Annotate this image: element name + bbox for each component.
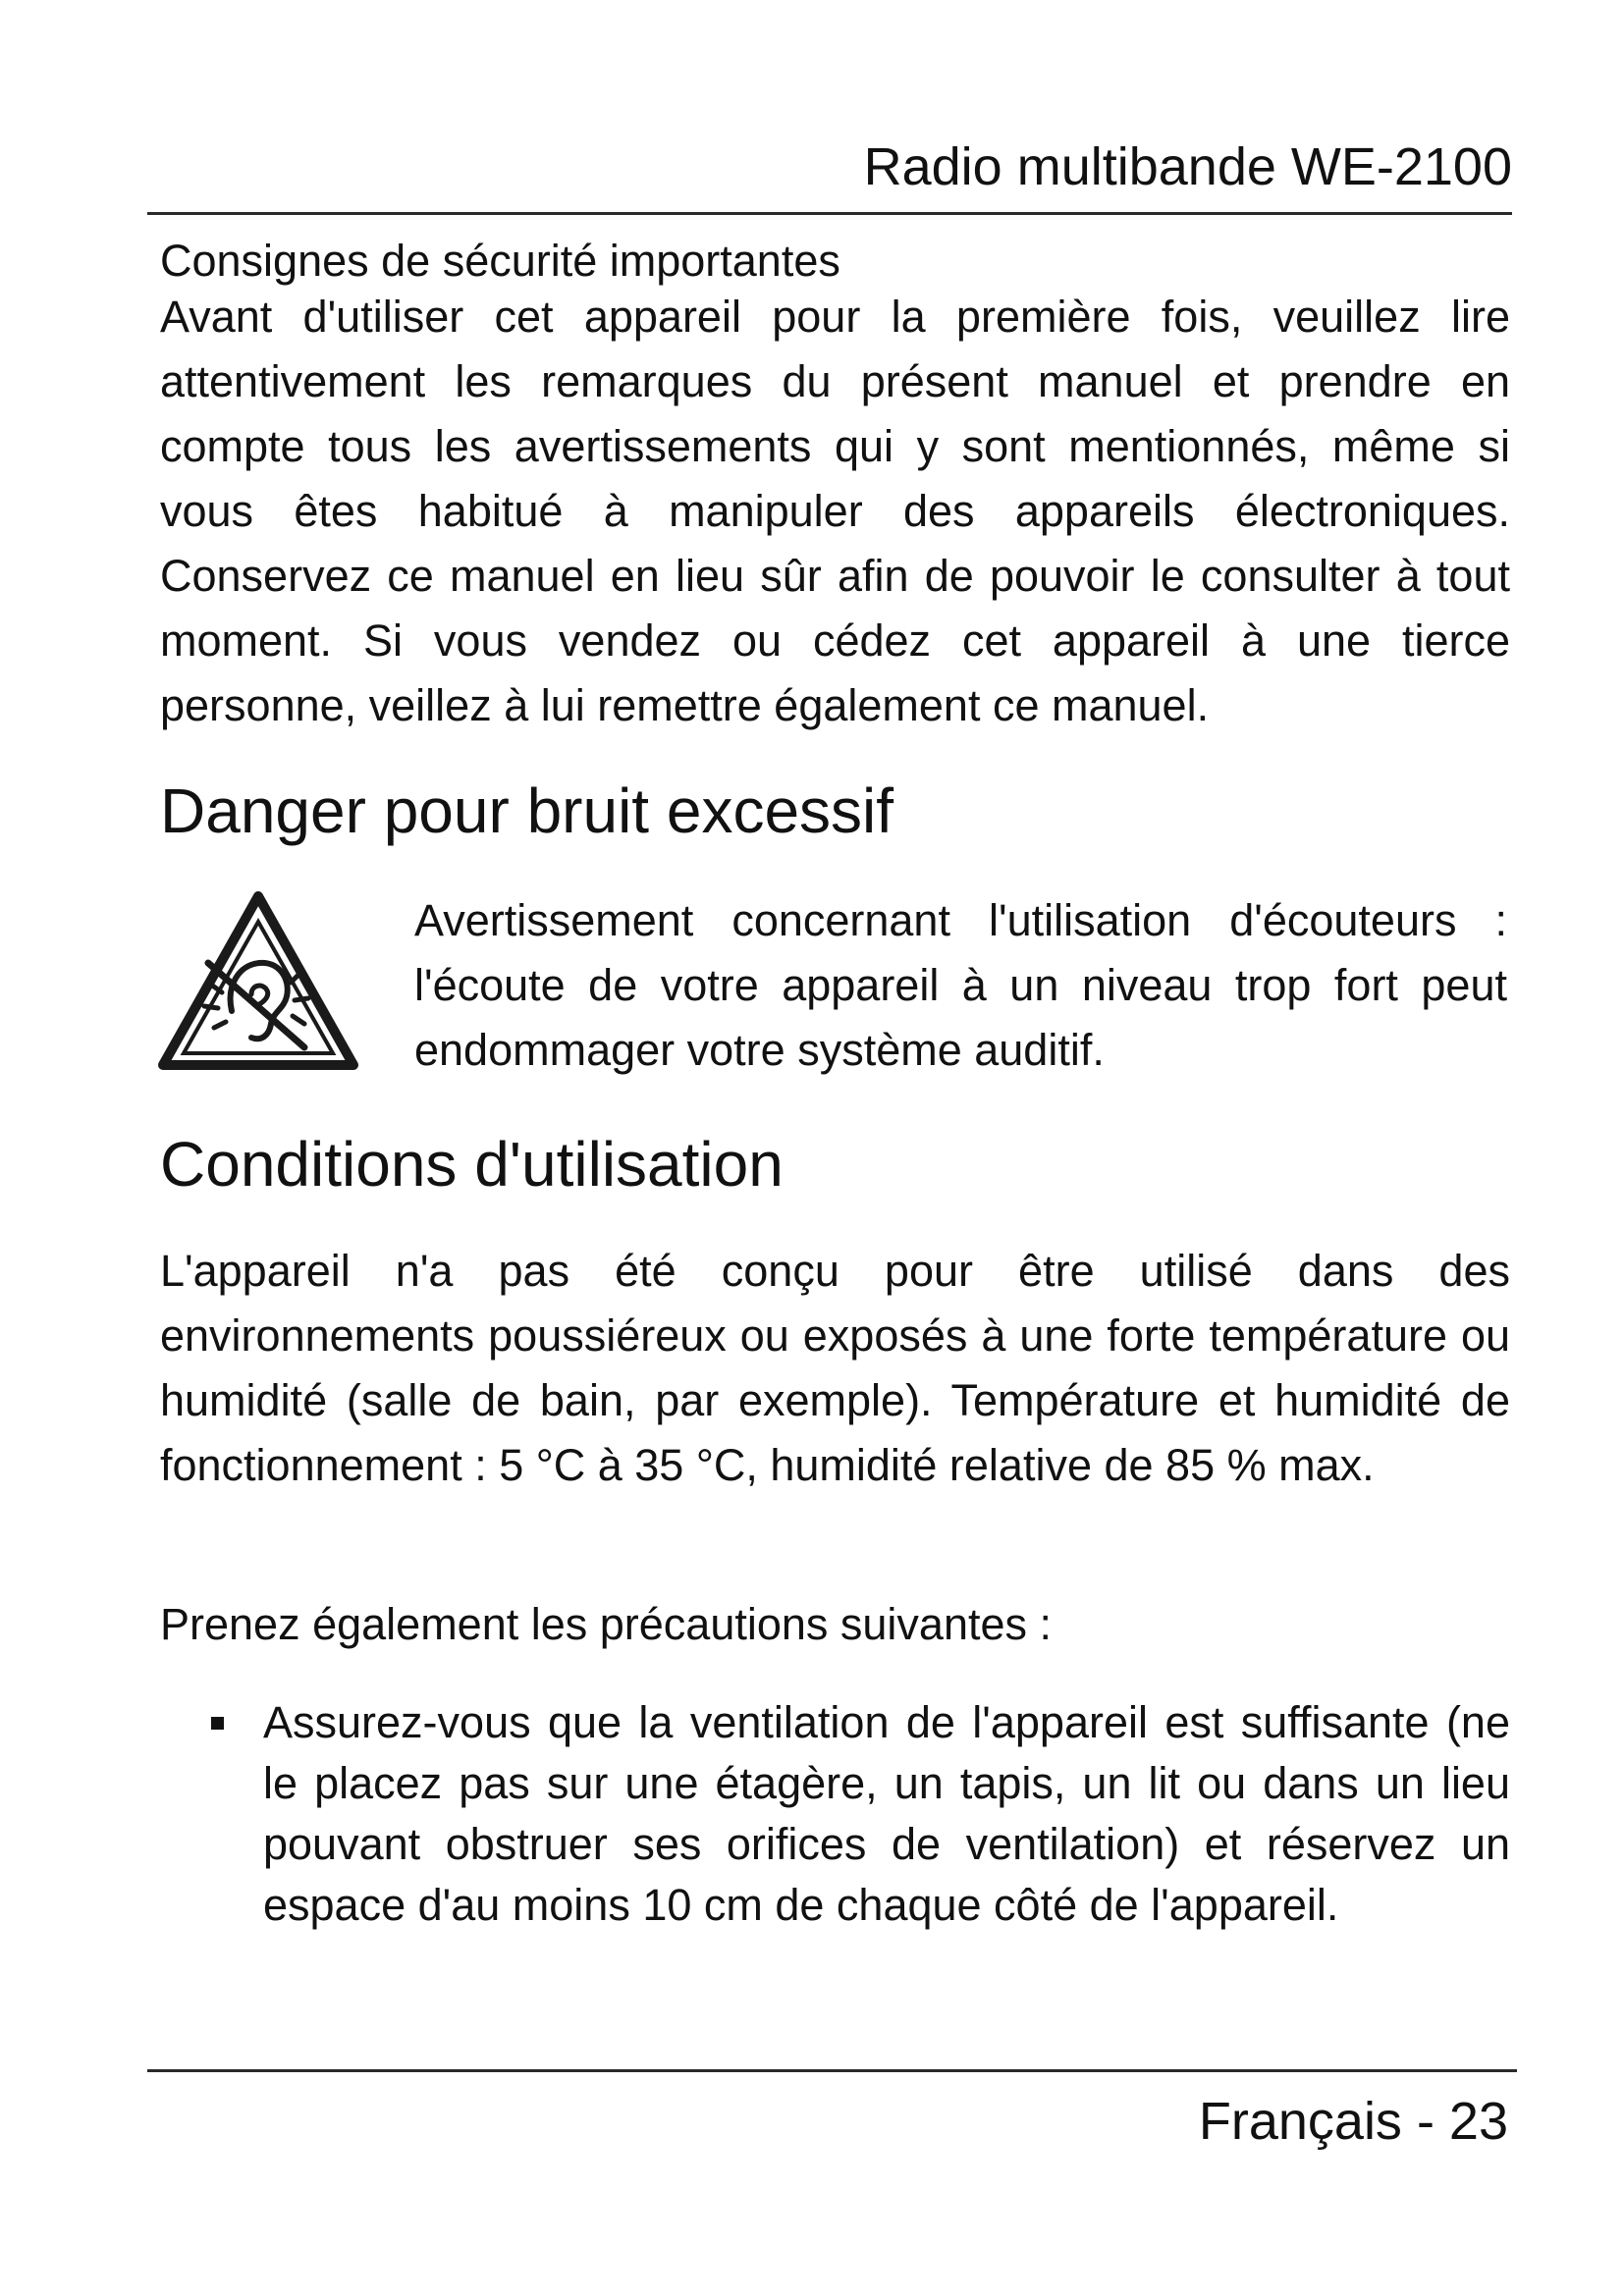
hearing-warning <box>157 888 1517 1085</box>
safety-instructions-text: Avant d'utiliser cet appareil pour la première fois, veuillez lire attentivement les remarques du présent manuel et prendre en compte tous les avertissements qui y sont mentionnés, même si vous êtes habitué à manipuler des appareils électroniques. Conservez ce manuel en lieu sûr afin de pouvoir le consulter à tout moment. Si vous vendez ou cédez cet appareil à une tierce personne, veillez à lui remettre également ce manuel. <box>160 292 1510 730</box>
excessive-noise-heading: Danger pour bruit excessif <box>160 775 894 846</box>
hearing-warning-text: Avertissement concernant l'utilisation d'écouteurs : l'écoute de votre appareil à un niveau trop fort peut endommager votre système auditif. <box>414 895 1507 1075</box>
square-bullet-icon <box>211 1717 224 1730</box>
header-divider <box>147 212 1512 215</box>
running-header-title: Radio multibande WE-2100 <box>863 137 1512 196</box>
precautions-intro: Prenez également les précautions suivantes : <box>160 1599 1053 1649</box>
footer-divider <box>147 2069 1517 2072</box>
list-item <box>160 1692 1510 1936</box>
operating-conditions-text: L'appareil n'a pas été conçu pour être utilisé dans des environnements poussiéreux ou exposés à une forte température ou humidité (salle de bain, par exemple). Température et humidité de fonctionnement : 5 °C à 35 °C, humidité relative de 85 % max. <box>160 1246 1510 1490</box>
precaution-text: Assurez-vous que la ventilation de l'appareil est suffisante (ne le placez pas sur une étagère, un tapis, un lit ou dans un lieu pouvant obstruer ses orifices de ventilation) et réservez un espace d'au moins 10 cm de chaque côté de l'appareil. <box>263 1697 1510 1930</box>
operating-conditions-heading: Conditions d'utilisation <box>160 1129 784 1200</box>
precautions-list <box>160 1692 1510 1936</box>
safety-instructions-heading: Consignes de sécurité importantes <box>160 236 840 286</box>
page-footer: Français - 23 <box>1198 2092 1508 2151</box>
hearing-damage-warning-icon <box>157 888 359 1071</box>
